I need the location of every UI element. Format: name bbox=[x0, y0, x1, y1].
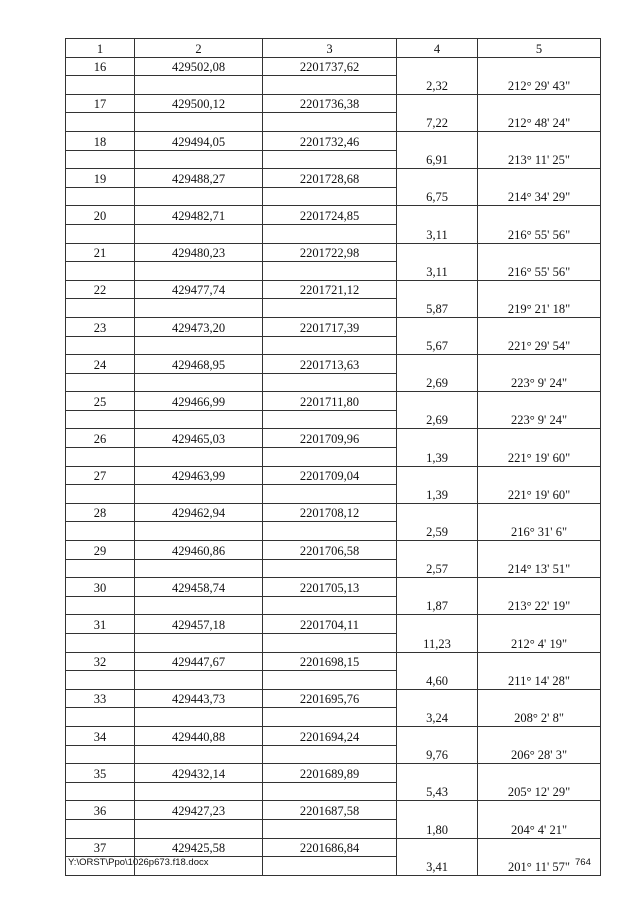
empty-cell bbox=[66, 485, 135, 504]
coordinate-x: 429468,95 bbox=[135, 355, 263, 374]
point-number: 37 bbox=[66, 838, 135, 857]
bearing-cell bbox=[478, 466, 601, 485]
distance-cell bbox=[397, 317, 478, 336]
segment-bearing: 216° 31' 6" bbox=[478, 522, 601, 541]
segment-bearing: 223° 9' 24" bbox=[478, 410, 601, 429]
distance-cell bbox=[397, 169, 478, 188]
coordinate-y: 2201686,84 bbox=[263, 838, 397, 857]
empty-cell bbox=[135, 522, 263, 541]
point-number: 29 bbox=[66, 541, 135, 560]
empty-cell bbox=[135, 745, 263, 764]
empty-cell bbox=[66, 448, 135, 467]
point-row bbox=[66, 355, 601, 374]
empty-cell bbox=[135, 224, 263, 243]
point-row bbox=[66, 94, 601, 113]
coordinate-x: 429494,05 bbox=[135, 131, 263, 150]
coordinate-x: 429458,74 bbox=[135, 578, 263, 597]
bearing-cell bbox=[478, 243, 601, 262]
segment-length: 6,75 bbox=[397, 187, 478, 206]
empty-cell bbox=[135, 671, 263, 690]
empty-cell bbox=[263, 448, 397, 467]
coordinate-y: 2201709,04 bbox=[263, 466, 397, 485]
segment-row bbox=[66, 410, 601, 429]
empty-cell bbox=[135, 150, 263, 169]
segment-row bbox=[66, 76, 601, 95]
segment-row bbox=[66, 336, 601, 355]
segment-row bbox=[66, 448, 601, 467]
point-row bbox=[66, 392, 601, 411]
point-number: 30 bbox=[66, 578, 135, 597]
segment-row bbox=[66, 224, 601, 243]
empty-cell bbox=[66, 224, 135, 243]
coordinate-x: 429447,67 bbox=[135, 652, 263, 671]
bearing-cell bbox=[478, 726, 601, 745]
segment-length: 4,60 bbox=[397, 671, 478, 690]
bearing-cell bbox=[478, 578, 601, 597]
coordinate-x: 429427,23 bbox=[135, 801, 263, 820]
distance-cell bbox=[397, 280, 478, 299]
segment-bearing: 212° 4' 19" bbox=[478, 634, 601, 653]
segment-row bbox=[66, 262, 601, 281]
segment-length: 5,67 bbox=[397, 336, 478, 355]
point-number: 33 bbox=[66, 689, 135, 708]
point-row bbox=[66, 578, 601, 597]
bearing-cell bbox=[478, 355, 601, 374]
point-number: 31 bbox=[66, 615, 135, 634]
segment-bearing: 205° 12' 29" bbox=[478, 782, 601, 801]
bearing-cell bbox=[478, 169, 601, 188]
segment-row bbox=[66, 819, 601, 838]
coordinate-y: 2201737,62 bbox=[263, 57, 397, 76]
segment-bearing: 206° 28' 3" bbox=[478, 745, 601, 764]
distance-cell bbox=[397, 689, 478, 708]
point-row bbox=[66, 57, 601, 76]
segment-row bbox=[66, 559, 601, 578]
segment-length: 3,41 bbox=[397, 857, 478, 876]
coordinate-x: 429432,14 bbox=[135, 764, 263, 783]
segment-row bbox=[66, 373, 601, 392]
segment-length: 11,23 bbox=[397, 634, 478, 653]
segment-length: 1,39 bbox=[397, 448, 478, 467]
point-row bbox=[66, 838, 601, 857]
point-number: 18 bbox=[66, 131, 135, 150]
point-number: 32 bbox=[66, 652, 135, 671]
empty-cell bbox=[135, 410, 263, 429]
segment-row bbox=[66, 596, 601, 615]
column-header-1: 1 bbox=[66, 39, 135, 58]
point-row bbox=[66, 726, 601, 745]
coordinate-x: 429502,08 bbox=[135, 57, 263, 76]
coordinate-x: 429463,99 bbox=[135, 466, 263, 485]
segment-length: 1,87 bbox=[397, 596, 478, 615]
coordinate-y: 2201705,13 bbox=[263, 578, 397, 597]
empty-cell bbox=[135, 596, 263, 615]
empty-cell bbox=[66, 671, 135, 690]
coordinate-x: 429480,23 bbox=[135, 243, 263, 262]
empty-cell bbox=[263, 671, 397, 690]
empty-cell bbox=[263, 76, 397, 95]
coordinate-y: 2201695,76 bbox=[263, 689, 397, 708]
segment-bearing: 211° 14' 28" bbox=[478, 671, 601, 690]
empty-cell bbox=[66, 559, 135, 578]
empty-cell bbox=[263, 187, 397, 206]
segment-length: 2,59 bbox=[397, 522, 478, 541]
empty-cell bbox=[66, 113, 135, 132]
segment-length: 9,76 bbox=[397, 745, 478, 764]
empty-cell bbox=[263, 150, 397, 169]
point-row bbox=[66, 169, 601, 188]
segment-bearing: 214° 34' 29" bbox=[478, 187, 601, 206]
coordinates-table bbox=[65, 38, 601, 876]
coordinate-x: 429466,99 bbox=[135, 392, 263, 411]
coordinate-x: 429460,86 bbox=[135, 541, 263, 560]
segment-length: 1,39 bbox=[397, 485, 478, 504]
bearing-cell bbox=[478, 541, 601, 560]
empty-cell bbox=[135, 819, 263, 838]
empty-cell bbox=[263, 559, 397, 578]
segment-length: 3,24 bbox=[397, 708, 478, 727]
coordinate-x: 429443,73 bbox=[135, 689, 263, 708]
segment-bearing: 219° 21' 18" bbox=[478, 299, 601, 318]
bearing-cell bbox=[478, 206, 601, 225]
distance-cell bbox=[397, 838, 478, 857]
segment-row bbox=[66, 671, 601, 690]
coordinate-x: 429500,12 bbox=[135, 94, 263, 113]
segment-bearing: 216° 55' 56" bbox=[478, 262, 601, 281]
point-row bbox=[66, 206, 601, 225]
segment-length: 2,32 bbox=[397, 76, 478, 95]
empty-cell bbox=[263, 113, 397, 132]
coordinate-y: 2201704,11 bbox=[263, 615, 397, 634]
coordinate-y: 2201698,15 bbox=[263, 652, 397, 671]
bearing-cell bbox=[478, 689, 601, 708]
empty-cell bbox=[135, 262, 263, 281]
empty-cell bbox=[66, 745, 135, 764]
coordinate-y: 2201709,96 bbox=[263, 429, 397, 448]
segment-length: 5,87 bbox=[397, 299, 478, 318]
point-number: 28 bbox=[66, 503, 135, 522]
empty-cell bbox=[263, 336, 397, 355]
segment-length: 2,69 bbox=[397, 373, 478, 392]
point-number: 35 bbox=[66, 764, 135, 783]
segment-length: 6,91 bbox=[397, 150, 478, 169]
segment-bearing: 216° 55' 56" bbox=[478, 224, 601, 243]
bearing-cell bbox=[478, 615, 601, 634]
point-number: 27 bbox=[66, 466, 135, 485]
segment-length: 3,11 bbox=[397, 224, 478, 243]
bearing-cell bbox=[478, 317, 601, 336]
column-header-3: 3 bbox=[263, 39, 397, 58]
point-number: 19 bbox=[66, 169, 135, 188]
point-number: 25 bbox=[66, 392, 135, 411]
point-row bbox=[66, 541, 601, 560]
segment-row bbox=[66, 187, 601, 206]
point-row bbox=[66, 317, 601, 336]
distance-cell bbox=[397, 615, 478, 634]
coordinate-x: 429488,27 bbox=[135, 169, 263, 188]
empty-cell bbox=[66, 634, 135, 653]
empty-cell bbox=[263, 634, 397, 653]
segment-length: 1,80 bbox=[397, 819, 478, 838]
distance-cell bbox=[397, 131, 478, 150]
distance-cell bbox=[397, 57, 478, 76]
point-number: 17 bbox=[66, 94, 135, 113]
bearing-cell bbox=[478, 801, 601, 820]
coordinate-y: 2201694,24 bbox=[263, 726, 397, 745]
column-header-5: 5 bbox=[478, 39, 601, 58]
point-row bbox=[66, 615, 601, 634]
segment-bearing: 208° 2' 8" bbox=[478, 708, 601, 727]
empty-cell bbox=[66, 708, 135, 727]
empty-cell bbox=[263, 745, 397, 764]
bearing-cell bbox=[478, 57, 601, 76]
segment-bearing: 221° 19' 60" bbox=[478, 485, 601, 504]
distance-cell bbox=[397, 243, 478, 262]
segment-length: 5,43 bbox=[397, 782, 478, 801]
point-row bbox=[66, 243, 601, 262]
footer-file-path: Y:\ORST\Ppo\1026p673.f18.docx bbox=[68, 857, 209, 868]
segment-bearing: 212° 48' 24" bbox=[478, 113, 601, 132]
coordinate-y: 2201711,80 bbox=[263, 392, 397, 411]
header-row bbox=[66, 39, 601, 58]
segment-row bbox=[66, 708, 601, 727]
coordinate-y: 2201689,89 bbox=[263, 764, 397, 783]
point-row bbox=[66, 652, 601, 671]
segment-row bbox=[66, 634, 601, 653]
bearing-cell bbox=[478, 392, 601, 411]
empty-cell bbox=[66, 187, 135, 206]
empty-cell bbox=[135, 113, 263, 132]
coordinate-x: 429482,71 bbox=[135, 206, 263, 225]
empty-cell bbox=[66, 819, 135, 838]
point-row bbox=[66, 689, 601, 708]
bearing-cell bbox=[478, 764, 601, 783]
empty-cell bbox=[263, 410, 397, 429]
bearing-cell bbox=[478, 429, 601, 448]
distance-cell bbox=[397, 503, 478, 522]
distance-cell bbox=[397, 392, 478, 411]
empty-cell bbox=[135, 485, 263, 504]
point-row bbox=[66, 131, 601, 150]
empty-cell bbox=[135, 448, 263, 467]
point-number: 16 bbox=[66, 57, 135, 76]
distance-cell bbox=[397, 801, 478, 820]
coordinate-y: 2201732,46 bbox=[263, 131, 397, 150]
distance-cell bbox=[397, 206, 478, 225]
segment-row bbox=[66, 485, 601, 504]
empty-cell bbox=[263, 299, 397, 318]
distance-cell bbox=[397, 94, 478, 113]
coordinate-x: 429462,94 bbox=[135, 503, 263, 522]
segment-row bbox=[66, 299, 601, 318]
coordinate-y: 2201722,98 bbox=[263, 243, 397, 262]
segment-bearing: 212° 29' 43" bbox=[478, 76, 601, 95]
point-row bbox=[66, 466, 601, 485]
bearing-cell bbox=[478, 838, 601, 857]
empty-cell bbox=[135, 373, 263, 392]
table-header bbox=[66, 39, 601, 58]
coordinate-y: 2201724,85 bbox=[263, 206, 397, 225]
bearing-cell bbox=[478, 280, 601, 299]
segment-row bbox=[66, 782, 601, 801]
empty-cell bbox=[263, 708, 397, 727]
empty-cell bbox=[66, 336, 135, 355]
point-row bbox=[66, 280, 601, 299]
empty-cell bbox=[263, 485, 397, 504]
distance-cell bbox=[397, 541, 478, 560]
empty-cell bbox=[135, 299, 263, 318]
point-number: 34 bbox=[66, 726, 135, 745]
point-number: 23 bbox=[66, 317, 135, 336]
segment-row bbox=[66, 745, 601, 764]
point-row bbox=[66, 764, 601, 783]
empty-cell bbox=[135, 336, 263, 355]
empty-cell bbox=[263, 262, 397, 281]
empty-cell bbox=[135, 634, 263, 653]
column-header-4: 4 bbox=[397, 39, 478, 58]
segment-bearing: 221° 29' 54" bbox=[478, 336, 601, 355]
coordinate-x: 429425,58 bbox=[135, 838, 263, 857]
coordinate-x: 429473,20 bbox=[135, 317, 263, 336]
bearing-cell bbox=[478, 94, 601, 113]
coordinate-y: 2201687,58 bbox=[263, 801, 397, 820]
empty-cell bbox=[66, 76, 135, 95]
coordinate-y: 2201721,12 bbox=[263, 280, 397, 299]
segment-bearing: 201° 11' 57" bbox=[478, 857, 601, 876]
empty-cell bbox=[135, 76, 263, 95]
point-number: 21 bbox=[66, 243, 135, 262]
coordinate-y: 2201706,58 bbox=[263, 541, 397, 560]
coordinate-x: 429440,88 bbox=[135, 726, 263, 745]
empty-cell bbox=[263, 522, 397, 541]
segment-bearing: 213° 22' 19" bbox=[478, 596, 601, 615]
empty-cell bbox=[66, 262, 135, 281]
column-header-2: 2 bbox=[135, 39, 263, 58]
bearing-cell bbox=[478, 503, 601, 522]
point-number: 24 bbox=[66, 355, 135, 374]
distance-cell bbox=[397, 652, 478, 671]
coordinate-y: 2201708,12 bbox=[263, 503, 397, 522]
segment-length: 2,69 bbox=[397, 410, 478, 429]
empty-cell bbox=[135, 559, 263, 578]
segment-bearing: 204° 4' 21" bbox=[478, 819, 601, 838]
distance-cell bbox=[397, 578, 478, 597]
segment-length: 2,57 bbox=[397, 559, 478, 578]
segment-bearing: 221° 19' 60" bbox=[478, 448, 601, 467]
empty-cell bbox=[263, 857, 397, 876]
segment-bearing: 214° 13' 51" bbox=[478, 559, 601, 578]
coordinate-y: 2201736,38 bbox=[263, 94, 397, 113]
point-number: 22 bbox=[66, 280, 135, 299]
distance-cell bbox=[397, 429, 478, 448]
table-body bbox=[66, 57, 601, 875]
segment-row bbox=[66, 150, 601, 169]
bearing-cell bbox=[478, 131, 601, 150]
distance-cell bbox=[397, 466, 478, 485]
empty-cell bbox=[263, 782, 397, 801]
point-number: 26 bbox=[66, 429, 135, 448]
point-number: 36 bbox=[66, 801, 135, 820]
distance-cell bbox=[397, 726, 478, 745]
empty-cell bbox=[66, 522, 135, 541]
segment-length: 3,11 bbox=[397, 262, 478, 281]
empty-cell bbox=[66, 410, 135, 429]
point-number: 20 bbox=[66, 206, 135, 225]
coordinate-x: 429477,74 bbox=[135, 280, 263, 299]
footer-page-number: 764 bbox=[575, 857, 591, 868]
point-row bbox=[66, 503, 601, 522]
coordinate-y: 2201717,39 bbox=[263, 317, 397, 336]
empty-cell bbox=[263, 373, 397, 392]
segment-bearing: 223° 9' 24" bbox=[478, 373, 601, 392]
coordinate-x: 429457,18 bbox=[135, 615, 263, 634]
empty-cell bbox=[66, 299, 135, 318]
empty-cell bbox=[66, 596, 135, 615]
empty-cell bbox=[135, 187, 263, 206]
empty-cell bbox=[135, 708, 263, 727]
segment-row bbox=[66, 113, 601, 132]
distance-cell bbox=[397, 355, 478, 374]
segment-bearing: 213° 11' 25" bbox=[478, 150, 601, 169]
empty-cell bbox=[66, 373, 135, 392]
point-row bbox=[66, 801, 601, 820]
empty-cell bbox=[263, 596, 397, 615]
segment-length: 7,22 bbox=[397, 113, 478, 132]
segment-row bbox=[66, 522, 601, 541]
empty-cell bbox=[263, 224, 397, 243]
point-row bbox=[66, 429, 601, 448]
coordinate-x: 429465,03 bbox=[135, 429, 263, 448]
empty-cell bbox=[66, 782, 135, 801]
empty-cell bbox=[263, 819, 397, 838]
coordinate-y: 2201713,63 bbox=[263, 355, 397, 374]
distance-cell bbox=[397, 764, 478, 783]
bearing-cell bbox=[478, 652, 601, 671]
coordinate-y: 2201728,68 bbox=[263, 169, 397, 188]
empty-cell bbox=[66, 150, 135, 169]
empty-cell bbox=[135, 782, 263, 801]
